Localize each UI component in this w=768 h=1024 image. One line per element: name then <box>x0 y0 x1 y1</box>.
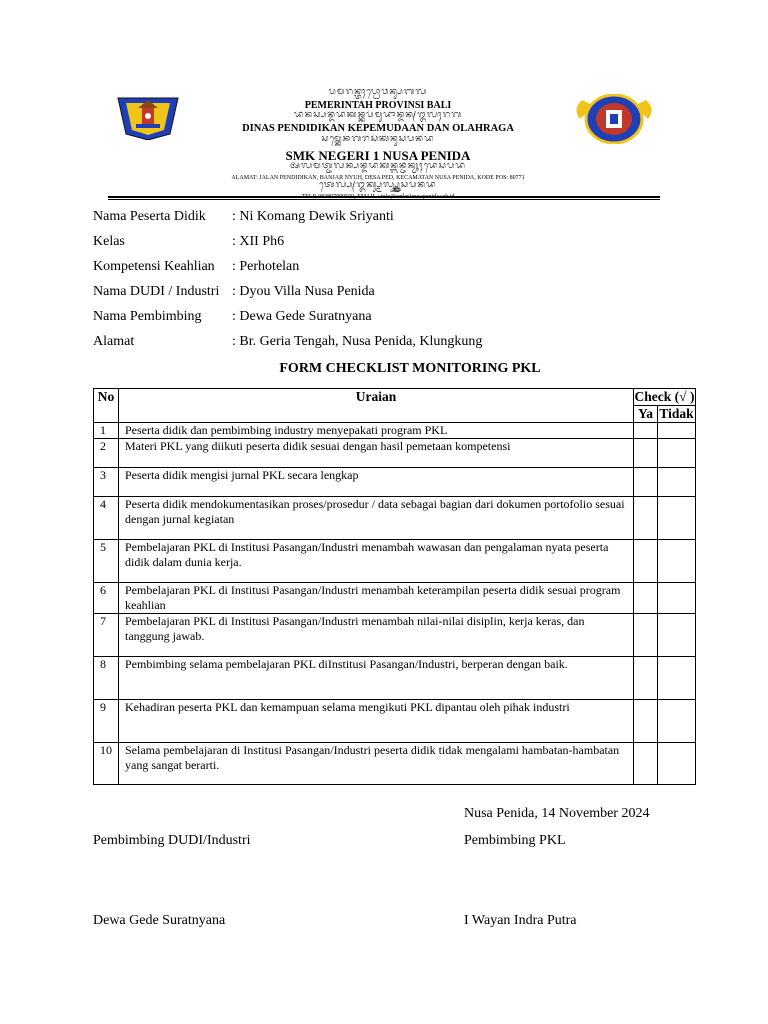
table-row <box>94 700 696 743</box>
check-ya-cell[interactable] <box>634 700 658 743</box>
check-tidak-cell[interactable] <box>658 423 696 439</box>
info-label: Kompetensi Keahlian <box>93 259 215 274</box>
row-text: Pembelajaran PKL di Institusi Pasangan/Industri menambah nilai-nilai disiplin, kerja keras, dan tanggung jawab. <box>119 614 634 657</box>
row-number: 7 <box>94 614 119 657</box>
check-ya-cell[interactable] <box>634 423 658 439</box>
school-address: ALAMAT: JALAN PENDIDIKAN, BANJAR NYUH, DESA PED, KECAMATAN NUSA PENIDA, KODE POS: 80771 <box>231 174 525 181</box>
row-number: 1 <box>94 423 119 439</box>
row-text: Pembelajaran PKL di Institusi Pasangan/Industri menambah wawasan dan pengalaman nyata peserta didik dalam dunia kerja. <box>119 540 634 583</box>
row-number: 4 <box>94 497 119 540</box>
balinese-script-line: ᬧᭂᬫᭂᬭᬶᬦ᭄ᬢᬄᬧ᭄ᬭᭀᬯᬶᬦ᭄ᬲᬶᬩᬮᬶ <box>328 88 428 97</box>
row-text: Materi PKL yang diikuti peserta didik sesuai dengan hasil pemetaan kompetensi <box>119 439 634 468</box>
info-row <box>93 209 482 234</box>
right-signatory-name: I Wayan Indra Putra <box>464 913 577 928</box>
info-row <box>93 259 482 284</box>
student-info <box>93 209 482 359</box>
check-tidak-cell[interactable] <box>658 614 696 657</box>
checklist-table <box>93 388 696 785</box>
info-row <box>93 234 482 259</box>
row-text: Selama pembelajaran di Institusi Pasangan/Industri peserta didik tidak mengalami hambatan-hambatan yang sangat berarti. <box>119 743 634 785</box>
table-row <box>94 657 696 700</box>
info-label: Alamat <box>93 334 135 349</box>
info-row <box>93 284 482 309</box>
check-ya-cell[interactable] <box>634 468 658 497</box>
row-text: Peserta didik mengisi jurnal PKL secara lengkap <box>119 468 634 497</box>
bali-province-emblem-icon <box>116 94 180 140</box>
letterhead-rule <box>108 199 660 200</box>
row-text: Kehadiran peserta PKL dan kemampuan selama mengikuti PKL dipantau oleh pihak industri <box>119 700 634 743</box>
info-label: Kelas <box>93 234 125 249</box>
table-row <box>94 540 696 583</box>
check-ya-cell[interactable] <box>634 657 658 700</box>
check-ya-cell[interactable] <box>634 497 658 540</box>
left-signatory-title: Pembimbing DUDI/Industri <box>93 833 251 848</box>
table-row <box>94 614 696 657</box>
row-text: Peserta didik dan pembimbing industry menyepakati program PKL <box>119 423 634 439</box>
row-text: Peserta didik mendokumentasikan proses/prosedur / data sebagai bagian dari dokumen portofolio sesuai dengan jurnal kegiatan <box>119 497 634 540</box>
school-name: SMK NEGERI 1 NUSA PENIDA <box>285 147 471 163</box>
check-tidak-cell[interactable] <box>658 743 696 785</box>
letterhead-text <box>188 88 568 200</box>
row-number: 10 <box>94 743 119 785</box>
balinese-script-line: ᬢᬾᬮ᭄ᬧ᭄ᬑᬓ᭄ᬲ᭄ᬫᬶᬮ᭄ᬲ᭄ᬫ᭄ᬓ᭄ᬦᬸᬲᬧᭂᬦᬶᬤ <box>319 180 437 190</box>
table-row <box>94 439 696 468</box>
check-tidak-cell[interactable] <box>658 497 696 540</box>
info-label: Nama Pembimbing <box>93 309 202 324</box>
info-value: : Dewa Gede Suratnyana <box>232 309 372 324</box>
info-value: : Perhotelan <box>232 259 300 274</box>
government-name: PEMERINTAH PROVINSI BALI <box>304 100 452 111</box>
balinese-script-line: ᬤᬶᬦᬲ᭄ᬧᭂᬦ᭄ᬤᬶᬤᬶᬓᬦ᭄ᬓᭂᬧᭂᬫᬸᬤᬵᬦ᭄ᬤᬦ᭄ᬑᬮᬄᬭᬕ <box>293 111 463 120</box>
balinese-script-line: ᬅᬮᬫᬢ᭄ᬚᬮᬦ᭄ᬧᭂᬦ᭄ᬤᬶᬤᬶᬓᬦ᭄ᬩᬦ᭄ᬚᬃᬦ᭄ᬬᬸᬄᬤᬾᬲᬧᭂᬤ <box>290 161 466 171</box>
left-signatory-name: Dewa Gede Suratnyana <box>93 913 226 928</box>
right-signatory-title: Pembimbing PKL <box>464 833 566 848</box>
info-value: : Br. Geria Tengah, Nusa Penida, Klungkung <box>232 334 483 349</box>
table-row <box>94 497 696 540</box>
balinese-script-line: ᬲᬫ᭄ᬓᬾᬦᭂᬕᭂᬭᬶᬲᬶᬓᬶᬦᬸᬲᬧᭂᬦᬶᬤ <box>321 134 435 144</box>
table-row <box>94 468 696 497</box>
header-check: Check (√ ) <box>634 389 695 404</box>
header-ya: Ya <box>634 406 658 423</box>
check-ya-cell[interactable] <box>634 743 658 785</box>
check-ya-cell[interactable] <box>634 583 658 614</box>
check-tidak-cell[interactable] <box>658 583 696 614</box>
school-contact: TELP. 082897099500, EMAIL : info@smkn1nusapenida.sch.id <box>301 193 455 200</box>
check-tidak-cell[interactable] <box>658 700 696 743</box>
row-text: Pembimbing selama pembelajaran PKL diInstitusi Pasangan/Industri, berperan dengan baik. <box>119 657 634 700</box>
letterhead <box>108 88 660 200</box>
check-tidak-cell[interactable] <box>658 540 696 583</box>
department-name: DINAS PENDIDIKAN KEPEMUDAAN DAN OLAHRAGA <box>242 123 514 134</box>
row-number: 3 <box>94 468 119 497</box>
info-value: : Dyou Villa Nusa Penida <box>232 284 375 299</box>
table-row <box>94 743 696 785</box>
check-tidak-cell[interactable] <box>658 439 696 468</box>
check-ya-cell[interactable] <box>634 439 658 468</box>
table-row <box>94 583 696 614</box>
row-number: 6 <box>94 583 119 614</box>
row-number: 8 <box>94 657 119 700</box>
check-ya-cell[interactable] <box>634 540 658 583</box>
table-row <box>94 423 696 439</box>
school-logo-icon <box>570 94 658 144</box>
header-no: No <box>94 389 119 423</box>
check-tidak-cell[interactable] <box>658 468 696 497</box>
info-row <box>93 334 482 359</box>
header-tidak: Tidak <box>659 406 694 421</box>
table-header-row <box>94 389 696 406</box>
row-number: 5 <box>94 540 119 583</box>
info-row <box>93 309 482 334</box>
check-ya-cell[interactable] <box>634 614 658 657</box>
info-value: : Ni Komang Dewik Sriyanti <box>232 209 394 224</box>
row-text: Pembelajaran PKL di Institusi Pasangan/Industri menambah keterampilan peserta didik sesuai program keahlian <box>119 583 634 614</box>
header-uraian: Uraian <box>119 389 634 423</box>
form-title: FORM CHECKLIST MONITORING PKL <box>279 361 541 376</box>
info-label: Nama DUDI / Industri <box>93 284 220 299</box>
place-date: Nusa Penida, 14 November 2024 <box>464 806 650 821</box>
row-number: 9 <box>94 700 119 743</box>
info-value: : XII Ph6 <box>232 234 285 249</box>
check-tidak-cell[interactable] <box>658 657 696 700</box>
row-number: 2 <box>94 439 119 468</box>
info-label: Nama Peserta Didik <box>93 209 206 224</box>
